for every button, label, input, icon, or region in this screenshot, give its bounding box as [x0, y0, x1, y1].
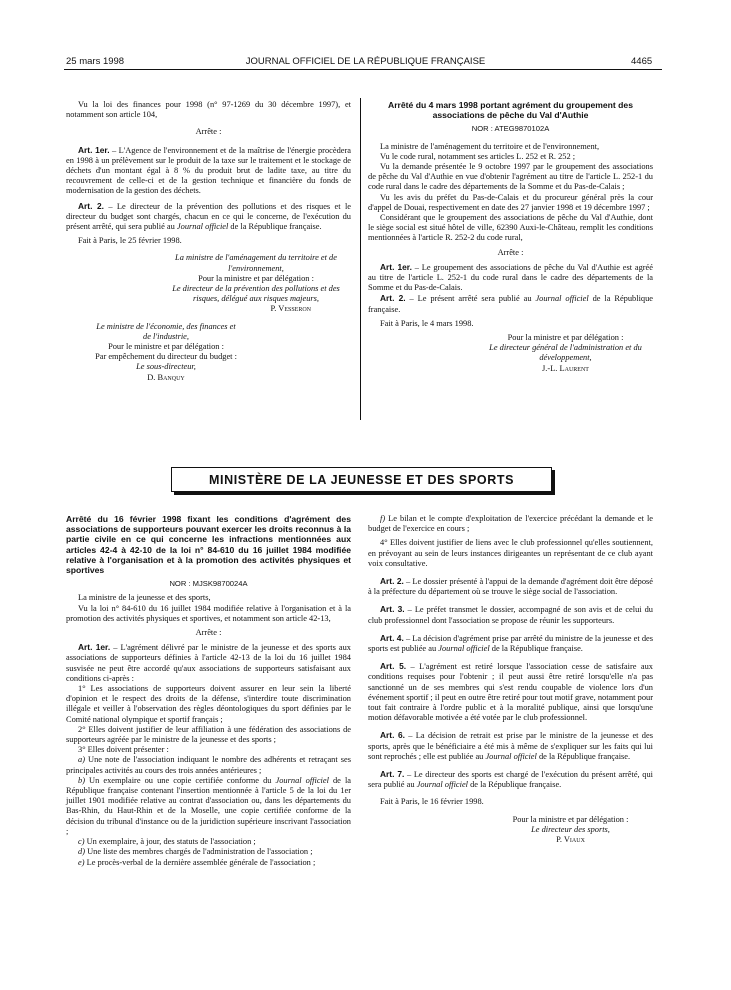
- item-text: Un exemplaire, à jour, des statuts de l'association ;: [84, 837, 256, 847]
- header-rule: [64, 69, 662, 70]
- journal-officiel-ref: Journal officiel: [416, 780, 469, 790]
- arrete-label: Arrête :: [497, 247, 524, 257]
- item-label: d): [78, 847, 85, 857]
- signatory-empechement: Par empêchement du directeur du budget :: [95, 352, 237, 362]
- article-label: Art. 2.: [380, 576, 404, 587]
- article-2: [368, 576, 653, 597]
- article-label: Art. 3.: [380, 604, 405, 615]
- article-text: – Le dossier présenté à l'appui de la demande d'agrément doit être déposé à la préfecture du département où se trouve le siège social de l'association.: [368, 577, 653, 597]
- item-label: e): [78, 857, 85, 867]
- condition-2: 2° Elles doivent justifier de leur affiliation à une fédération des associations de supporteurs agréée par le ministre de la jeunesse et des sports ;: [66, 724, 351, 745]
- preamble-minister: La ministre de la jeunesse et des sports,: [78, 593, 211, 603]
- condition-1: 1° Les associations de supporteurs doivent assurer en leur sein la liberté d'opinion et le respect des droits de la défense, s'interdire toute discrimination illégale et veiller à l'observation des règles déontologiques du sport définies par le Comité national olympique et sportif français ;: [66, 684, 351, 724]
- condition-3a: [66, 755, 351, 775]
- article-text: – Le groupement des associations de pêche du Val d'Authie est agréé au titre de l'article L. 252-1 du code rural dans le cadre des départements de la Somme et du Pas-de-Calais.: [368, 262, 653, 293]
- article-label: Art. 2.: [380, 293, 406, 304]
- article-text-end: de la République française.: [468, 780, 562, 790]
- preamble-vu-avis: Vu les avis du préfet du Pas-de-Calais et du procureur général près la cour d'appel de Douai, respectivement en date des 27 janvier 1998 et 19 décembre 1997 ;: [368, 192, 653, 212]
- signatory-name: J.-L. Laurent: [542, 363, 589, 373]
- article-label: Art. 1er.: [78, 144, 110, 155]
- article-6: [368, 730, 653, 762]
- top-left-column: [66, 100, 351, 383]
- article-text: – L'Agence de l'environnement et de la maîtrise de l'énergie procèdera en 1998 à un prélèvement sur le produit de la taxe sur le traitement et le stockage de déchets d'un montant égal à 8 % du produit brut de ladite taxe, au titre du recouvrement de celle-ci et de la gestion technique et financière du fonds de modernisation de la gestion des déchets.: [66, 145, 351, 196]
- item-text: Une note de l'association indiquant le nombre des adhérents et retraçant ses principales activités au cours des trois années antérieures ;: [66, 755, 351, 775]
- column-separator: [360, 98, 361, 420]
- preamble-vu-demande: Vu la demande présentée le 9 octobre 1997 par le groupement des associations de pêche du Val d'Authie en vue d'obtenir l'agrément au titre de l'article L. 252-1 du code rural dans le cadre des départements de la Somme et du Pas-de-Calais ;: [368, 162, 653, 192]
- signatory-role: Le directeur des sports,: [531, 824, 610, 834]
- article-text: – Le présent arrêté sera publié au: [405, 294, 536, 304]
- article-label: Art. 5.: [380, 661, 407, 672]
- item-text: Une liste des membres chargés de l'administration de l'association ;: [84, 847, 313, 857]
- journal-officiel-ref: Journal officiel: [485, 751, 537, 761]
- signature-block: [368, 333, 653, 374]
- article-1: [66, 642, 351, 684]
- signatory-name: P. Viaux: [556, 835, 585, 845]
- fait-a-paris: Fait à Paris, le 4 mars 1998.: [380, 318, 474, 328]
- signatory-minister: Le ministre de l'économie, des finances et de l'industrie,: [96, 321, 236, 341]
- article-text-end: de la République française.: [489, 644, 583, 654]
- arrete-title: Arrêté du 16 février 1998 fixant les conditions d'agrément des associations de supporteurs pouvant exercer les droits reconnus à la partie civile en ce qui concerne les infractions mentionnées aux articles 42-4 à 42-10 de la loi n° 84-610 du 16 juillet 1984 modifiée relative à l'organisation et à la promotion des activités physiques et sportives: [66, 514, 351, 576]
- article-label: Art. 6.: [380, 730, 405, 741]
- signature-block: [368, 815, 653, 846]
- article-2: [66, 201, 351, 233]
- bottom-left-column: [66, 514, 351, 868]
- article-1: [66, 145, 351, 197]
- article-4: [368, 633, 653, 654]
- article-label: Art. 2.: [78, 200, 105, 211]
- signatory-delegation: Pour le ministre et par délégation :: [108, 342, 224, 352]
- condition-3e: [66, 858, 351, 868]
- item-text: Le bilan et le compte d'exploitation de l'exercice précédant la demande et le budget de l'exercice en cours ;: [368, 514, 653, 534]
- signatory-minister: La ministre de l'aménagement du territoire et de l'environnement,: [175, 253, 337, 273]
- article-text-end: de la République française.: [228, 222, 322, 232]
- signatory-name: P. Vesseron: [270, 304, 311, 314]
- article-text-end: de la République française.: [368, 294, 653, 314]
- article-text: – La décision d'agrément prise par arrêté du ministre de la jeunesse et des sports est publiée au: [368, 633, 653, 654]
- article-5: [368, 661, 653, 723]
- preamble-minister: La ministre de l'aménagement du territoire et de l'environnement,: [380, 141, 600, 151]
- journal-officiel-ref: Journal officiel: [438, 644, 490, 654]
- item-label: c): [78, 837, 85, 847]
- condition-3c: [66, 837, 351, 847]
- condition-3b: [66, 776, 351, 837]
- nor-reference: NOR : ATEG9870102A: [471, 124, 550, 134]
- item-text: Le procès-verbal de la dernière assemblée générale de l'association ;: [84, 857, 316, 867]
- article-label: Art. 4.: [380, 632, 404, 643]
- journal-officiel-ref: Journal officiel: [275, 775, 329, 785]
- preamble-vu-loi: Vu la loi n° 84-610 du 16 juillet 1984 modifiée relative à l'organisation et à la promotion des activités physiques et sportives, et notamment son article 42-13,: [66, 603, 351, 623]
- bottom-right-column: [368, 514, 653, 845]
- condition-4: 4° Elles doivent justifier de liens avec le club professionnel qu'elles soutiennent, en prévoyant au sein de leurs instances dirigeantes un représentant de ce club ayant voix consultative.: [368, 538, 653, 568]
- vu-loi-finances: Vu la loi des finances pour 1998 (n° 97-1269 du 30 décembre 1997), et notamment son article 104,: [66, 100, 351, 120]
- top-right-column: [368, 100, 653, 374]
- article-text: – Le directeur des sports est chargé de l'exécution du présent arrêté, qui sera publié au: [368, 770, 653, 790]
- signature-block-1: [66, 253, 351, 314]
- nor-reference: NOR : MJSK9870024A: [169, 579, 248, 589]
- condition-3f: [368, 514, 653, 534]
- signatory-role: Le sous-directeur,: [136, 362, 196, 372]
- ministry-banner: MINISTÈRE DE LA JEUNESSE ET DES SPORTS: [171, 467, 552, 492]
- article-text: – Le préfet transmet le dossier, accompagné de son avis et de celui du club professionnel dont l'association se propose de réunir les supporteurs.: [368, 605, 653, 625]
- item-text: Un exemplaire ou une copie certifiée conforme du: [84, 775, 276, 785]
- signatory-delegation: Pour la ministre et par délégation :: [198, 273, 314, 283]
- condition-3: 3° Elles doivent présenter :: [78, 745, 169, 755]
- article-7: [368, 769, 653, 790]
- article-1: [368, 262, 653, 294]
- journal-officiel-ref: Journal officiel: [176, 222, 229, 232]
- arrete-label: Arrête :: [195, 127, 222, 137]
- condition-3d: [66, 847, 351, 857]
- item-text-end: de la République française contenant l'insertion mentionnée à l'article 5 de la loi du 1er juillet 1901 modifiée relative au contrat d'association ou, dans les départements du Bas-Rhin, du Haut-Rhin et de la Moselle, une copie certifiée conforme de la décision du tribunal d'instance ou de la juridiction supérieure inscrivant l'association ;: [66, 775, 352, 836]
- article-3: [368, 604, 653, 625]
- item-label: b): [78, 775, 85, 785]
- header-page-number: 4465: [631, 56, 653, 67]
- journal-officiel-ref: Journal officiel: [535, 294, 589, 304]
- article-label: Art. 1er.: [380, 261, 412, 272]
- header-journal-title: JOURNAL OFFICIEL DE LA RÉPUBLIQUE FRANÇAISE: [245, 56, 486, 67]
- signature-block-2: [66, 322, 266, 383]
- arrete-title: Arrêté du 4 mars 1998 portant agrément du groupement des associations de pêche du Val d'Authie: [388, 100, 633, 121]
- preamble-considerant: Considérant que le groupement des associations de pêche du Val d'Authie, dont le siège social est situé hôtel de ville, 62390 Auxi-le-Château, remplit les conditions mentionnées à l'article R. 252-2 du code rural,: [368, 213, 653, 243]
- signatory-delegation: Pour la ministre et par délégation :: [507, 333, 624, 343]
- signatory-name: D. Banquy: [147, 372, 185, 382]
- article-text: – La décision de retrait est prise par le ministre de la jeunesse et des sports, après que le bénéficiaire a été mis à même de s'expliquer sur les faits qui lui sont reprochés ; elle est publiée au: [368, 731, 653, 761]
- item-label: a): [78, 755, 85, 765]
- article-text: – L'agrément est retiré lorsque l'association cesse de satisfaire aux conditions requises pour l'obtenir ; il peut aussi être retiré lorsqu'elle n'a pas sanctionné un de ses membres qui s'est rendu coupable de violence lors d'un événement sportif ; il peut en outre être retiré pour tout motif grave, notamment pour tout fait contraire à l'ordre public et à la moralité publique, ainsi que lorsqu'une motion défavorable motivée a été votée par le club professionnel.: [368, 662, 653, 723]
- fait-a-paris: Fait à Paris, le 25 février 1998.: [78, 236, 182, 246]
- signatory-role: Le directeur de la prévention des pollutions et des risques, délégué aux risques majeurs,: [172, 284, 340, 304]
- article-2: [368, 293, 653, 314]
- article-text-end: de la République française.: [536, 751, 631, 761]
- signatory-role: Le directeur général de l'administration et du développement,: [489, 343, 642, 363]
- preamble-vu-code: Vu le code rural, notamment ses articles L. 252 et R. 252 ;: [380, 151, 576, 161]
- article-text: – L'agrément délivré par le ministre de la jeunesse et des sports aux associations de supporteurs définies à l'article 42-13 de la loi du 16 juillet 1984 susvisée ne peut être accordé qu'aux associations de supporteurs satisfaisant aux conditions ci-après :: [66, 643, 351, 683]
- item-label: f): [380, 514, 386, 523]
- header-date: 25 mars 1998: [66, 56, 125, 67]
- article-label: Art. 1er.: [78, 642, 111, 653]
- article-label: Art. 7.: [380, 769, 405, 780]
- arrete-label: Arrête :: [195, 628, 222, 638]
- signatory-delegation: Pour la ministre et par délégation :: [512, 814, 629, 824]
- fait-a-paris: Fait à Paris, le 16 février 1998.: [380, 797, 484, 807]
- article-text: – Le directeur de la prévention des pollutions et des risques et le directeur du budget sont chargés, chacun en ce qui le concerne, de l'exécution du présent arrêté, qui sera publié au: [66, 201, 351, 232]
